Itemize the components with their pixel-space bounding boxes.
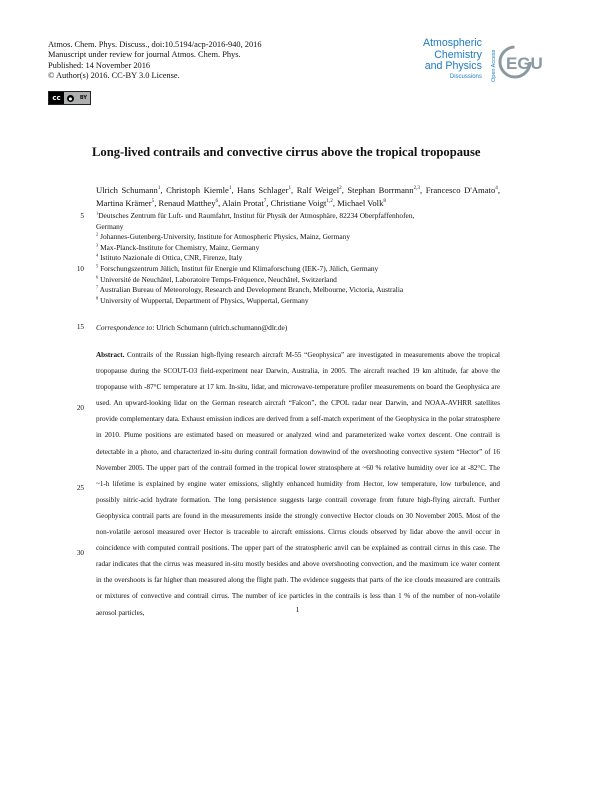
author-affiliation-mark: 6 bbox=[215, 198, 219, 205]
cc-icon: cc bbox=[49, 92, 64, 104]
correspondence-note bbox=[96, 323, 287, 332]
affiliation-mark: 6 bbox=[96, 274, 99, 280]
author-affiliation-mark: 1 bbox=[228, 185, 232, 192]
author-affiliation-mark: 8 bbox=[383, 198, 386, 205]
header-line-published: Published: 14 November 2016 bbox=[48, 60, 151, 70]
author-name: Alain Protat bbox=[221, 198, 264, 208]
cc-by-license-badge[interactable] bbox=[48, 91, 91, 105]
affiliation-mark: 2 bbox=[96, 231, 99, 237]
paper-title: Long-lived contrails and convective cirrus above the tropical tropopause bbox=[92, 145, 481, 159]
affiliation-text: Germany bbox=[96, 221, 124, 231]
egu-label: EGU bbox=[506, 54, 543, 73]
author-name: Martina Krämer bbox=[96, 198, 152, 208]
header-line-manuscript: Manuscript under review for journal Atmos. Chem. Phys. bbox=[48, 50, 241, 60]
affiliation bbox=[96, 275, 500, 286]
affiliation-text: University of Wuppertal, Department of Physics, Wuppertal, Germany bbox=[98, 295, 309, 305]
journal-name-line-3: and Physics bbox=[424, 60, 482, 73]
line-number-5: 5 bbox=[80, 212, 84, 220]
correspondence-label: Correspondence to bbox=[96, 323, 153, 332]
affiliation-mark: 4 bbox=[96, 252, 99, 258]
author-name: Michael Volk bbox=[337, 198, 384, 208]
author-affiliation-mark: 2,3 bbox=[413, 185, 420, 192]
journal-logo[interactable] bbox=[423, 38, 482, 81]
running-header bbox=[48, 40, 262, 82]
affiliation-text: Deutsches Zentrum für Luft- und Raumfahrt, Institut für Physik der Atmosphäre, 82234 Oberpfaffenhofen, bbox=[98, 211, 415, 220]
by-label: BY bbox=[79, 95, 88, 101]
affiliation bbox=[96, 232, 500, 243]
line-number-10: 10 bbox=[76, 265, 84, 273]
author-affiliation-mark: 1 bbox=[157, 185, 161, 192]
author-name: Hans Schlager bbox=[237, 185, 289, 195]
header-line-license: © Author(s) 2016. CC-BY 3.0 License. bbox=[48, 71, 180, 81]
affiliation-mark: 5 bbox=[96, 263, 99, 269]
line-number-15: 15 bbox=[76, 323, 84, 331]
author-affiliation-mark: 5 bbox=[151, 198, 155, 205]
affiliation-text: Johannes-Gutenberg-University, Institute for Atmospheric Physics, Mainz, Germany bbox=[98, 232, 351, 242]
correspondence-text[interactable]: : Ulrich Schumann (ulrich.schumann@dlr.de) bbox=[152, 323, 288, 332]
line-number-30: 30 bbox=[76, 549, 84, 557]
affiliation bbox=[96, 211, 500, 222]
author-name: Stephan Borrmann bbox=[347, 185, 414, 195]
author-affiliation-mark: 2 bbox=[339, 185, 342, 192]
affiliation-text: Max-Planck-Institute for Chemistry, Mainz, Germany bbox=[98, 242, 260, 252]
affiliation-mark: 1 bbox=[96, 210, 99, 216]
affiliation bbox=[96, 253, 500, 264]
affiliation-mark: 7 bbox=[96, 284, 99, 290]
affiliation bbox=[96, 222, 500, 233]
line-number-20: 20 bbox=[76, 404, 84, 412]
affiliation-text: Forschungszentrum Jülich, Institut für Energie und Klimaforschung (IEK-7), Jülich, Germany bbox=[98, 263, 379, 273]
author-affiliation-mark: 7 bbox=[263, 198, 267, 205]
author-name: Ralf Weigel bbox=[296, 185, 340, 195]
author-name: Renaud Matthey bbox=[158, 198, 216, 208]
affiliation bbox=[96, 243, 500, 254]
author-name: Christoph Kiemle bbox=[166, 185, 229, 195]
author-name: Francesco D'Amato bbox=[425, 185, 496, 195]
author-list: Ulrich Schumann$^1$, Christoph Kiemle$^1$, Hans Schlager$^1$, Ralf Weigel$^2$, Stephan Borrmann$^{2,3}$, Francesco D'Amato$^4$, Martina Krämer$^5$, Renaud Matthey$^6$, Alain Protat$^7$, Christiane Voigt$^{1,2}$, Michael Volk$^8$ bbox=[96, 185, 500, 208]
author-name: Christiane Voigt bbox=[270, 198, 327, 208]
affiliation bbox=[96, 264, 500, 275]
author-affiliation-mark: 1,2 bbox=[326, 198, 333, 205]
affiliation bbox=[96, 296, 500, 307]
abstract-label: Abstract. bbox=[96, 351, 125, 359]
open-access-label: Open Access bbox=[491, 49, 497, 82]
journal-discussions-label: Discussions bbox=[449, 73, 482, 80]
affiliation bbox=[96, 285, 500, 296]
journal-name-line-2: Chemistry bbox=[434, 48, 482, 61]
author-name: Ulrich Schumann bbox=[96, 185, 158, 195]
affiliation-text: Australian Bureau of Meteorology, Research and Development Branch, Melbourne, Victoria, Australia bbox=[98, 285, 404, 295]
line-number-25: 25 bbox=[76, 484, 84, 492]
affiliation-mark: 8 bbox=[96, 295, 99, 301]
affiliation-mark: 3 bbox=[96, 242, 99, 248]
by-icon: ● bbox=[68, 95, 73, 101]
journal-name-line-1: Atmospheric bbox=[423, 37, 482, 49]
affiliation-text: Université de Neuchâtel, Laboratoire Temps-Fréquence, Neuchâtel, Switzerland bbox=[98, 274, 337, 284]
affiliation-text: Istituto Nazionale di Ottica, CNR, Firenze, Italy bbox=[98, 253, 243, 263]
author-affiliation-mark: 1 bbox=[288, 185, 292, 192]
abstract bbox=[96, 347, 500, 621]
egu-logo-icon bbox=[497, 44, 549, 80]
abstract-text: Contrails of the Russian high-flying research aircraft M-55 “Geophysica” are investigated in measurements above the tropical tropopause during the SCOUT-O3 field-experiment near Darwin, Australia, in 2005. The aircraft reached 19 km altitude, far above the tropopause with -87°C temperature at 17 km. In-situ, lidar, and microwave-temperature profiler measurements on board the Geophysica are used. An upward-looking lidar on the German research aircraft “Falcon”, the CPOL radar near Darwin, and NOAA-AVHRR satellites provide complementary data. Exhaust emission indices are derived from a self-match experiment of the Geophysica in the polar stratosphere in 2010. Plume positions are estimated based on measured or analyzed wind and parameterized wake vortex descent. One contrail is detectable in a photo, and characterized in-situ during contrail formation downwind of the overshooting convective system “Hector” of 16 November 2005. The upper part of the contrail formed in the tropical lower stratosphere at ~60 % relative humidity over ice at -82°C. The ~1-h lifetime is explained by engine water emissions, slightly enhanced humidity from Hector, low temperature, low turbulence, and possibly nitric-acid hydrate formation. The long persistence suggests large contrail coverage from future high-flying aircraft. Further Geophysica contrail parts are found in the measurements inside the strongly convective Hector clouds on 30 November 2005. Most of the non-volatile aerosol measured over Hector is traceable to aircraft emissions. Cirrus clouds observed by lidar above the anvil occur in coincidence with computed contrail positions. The upper part of the stratospheric anvil can be explained as contrail cirrus in this case. The radar indicates that the cirrus was measured in-situ mostly besides and above overshooting convection, and the maximum ice water content in the overshoots is far higher than measured along the flight path. The evidence suggests that parts of the ice clouds measured are contrails or mixtures of convective and contrail cirrus. The number of ice particles in the contrails is less than 1 % of the number of non-volatile aerosol particles, bbox=[96, 351, 500, 617]
page-number: 1 bbox=[295, 605, 300, 614]
affiliation-list bbox=[96, 211, 500, 306]
author-affiliation-mark: 4 bbox=[495, 185, 498, 192]
header-line-citation: Atmos. Chem. Phys. Discuss., doi:10.5194/acp-2016-940, 2016 bbox=[48, 40, 262, 49]
